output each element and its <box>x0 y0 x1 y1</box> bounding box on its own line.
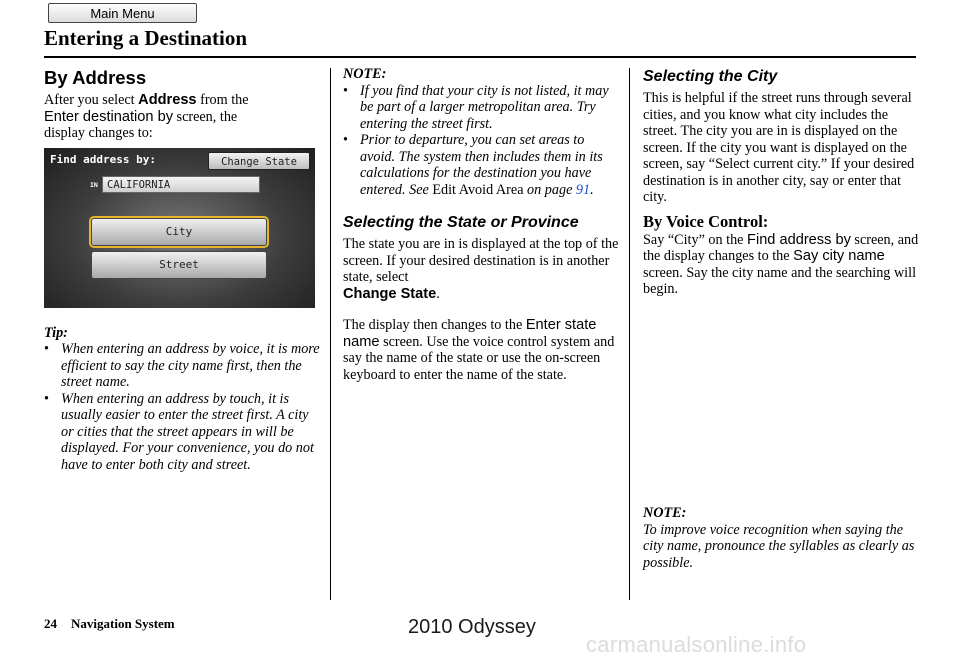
tip-item: • When entering an address by voice, it is more efficient to say the city name first, then the street name. <box>44 341 322 391</box>
find-address-screen <box>44 148 315 308</box>
page-91-link[interactable]: 91 <box>575 181 591 198</box>
street-button[interactable]: Street <box>91 251 267 279</box>
by-address-heading: By Address <box>44 67 147 88</box>
page-footer <box>44 616 175 632</box>
selecting-city-heading: Selecting the City <box>643 68 778 85</box>
voice-paragraph: Say “City” on the Find address by screen, and the display changes to the Say city name screen. Say the city name and the searching will begin. <box>643 231 919 297</box>
tip-list <box>44 341 322 473</box>
edit-avoid-area-ref: Edit Avoid Area <box>432 181 524 198</box>
city-button[interactable]: City <box>91 218 267 246</box>
column-divider-2 <box>629 68 630 600</box>
city-note <box>643 505 919 571</box>
note-list <box>343 83 620 199</box>
note-item: • If you find that your city is not listed, it may be part of a larger metropolitan area. Try entering the street first. <box>343 83 620 133</box>
site-watermark: carmanualsonline.info <box>586 632 807 657</box>
state-field: CALIFORNIA <box>102 176 260 193</box>
enter-state-name-ui-label: Enter state name <box>343 317 597 350</box>
tip-label: Tip: <box>44 324 68 341</box>
model-watermark: 2010 Odyssey <box>408 616 536 638</box>
enter-destination-ui-label: Enter destination by <box>44 108 173 125</box>
by-voice-heading: By Voice Control: <box>643 211 769 231</box>
city-note-label: NOTE: <box>643 505 687 521</box>
tip-item: • When entering an address by touch, it is usually easier to enter the street first. A city or cities that the street appears in will be displayed. For your convenience, you do not have to enter both city and street. <box>44 391 322 474</box>
page-title: Entering a Destination <box>44 26 248 50</box>
state-paragraph-2: The display then changes to the Enter state name screen. Use the voice control system and say the name of the state or use the on-screen keyboard to enter the name of the state. <box>343 317 615 383</box>
column-divider-1 <box>330 68 331 600</box>
title-rule <box>44 56 916 58</box>
note-item: • Prior to departure, you can set areas to avoid. The system then includes them in its calculations for the destination you have entered. See Edit Avoid Area on page 91. <box>343 132 620 198</box>
find-address-ui-label: Find address by <box>747 231 851 248</box>
book-title: Navigation System <box>71 616 175 631</box>
say-city-name-ui-label: Say city name <box>793 248 885 264</box>
city-note-text: To improve voice recognition when saying the city name, pronounce the syllables as clearly as possible. <box>643 521 915 571</box>
page-number: 24 <box>44 616 57 631</box>
intro-paragraph: After you select Address from the Enter destination by screen, the display changes to: <box>44 92 249 141</box>
city-paragraph: This is helpful if the street runs through several cities, and you know what city includes the street. The city you are in is displayed on the screen. If the city you want is displayed on the screen, say “Select current city.” If your desired destination is in another city, say or enter that city. <box>643 90 915 205</box>
change-state-button[interactable]: Change State <box>208 152 310 170</box>
state-province-heading: Selecting the State or Province <box>343 214 579 231</box>
column-2 <box>343 66 620 383</box>
change-state-ui-label: Change State <box>343 285 437 302</box>
find-address-title: Find address by: <box>50 153 156 166</box>
note-label: NOTE: <box>343 66 387 82</box>
main-menu-button[interactable]: Main Menu <box>48 3 197 23</box>
state-prefix: IN <box>90 181 98 189</box>
state-paragraph-1: The state you are in is displayed at the top of the screen. If your desired destination is in another state, select Change State. <box>343 236 619 302</box>
column-3 <box>643 66 919 298</box>
address-ui-label: Address <box>138 92 197 108</box>
